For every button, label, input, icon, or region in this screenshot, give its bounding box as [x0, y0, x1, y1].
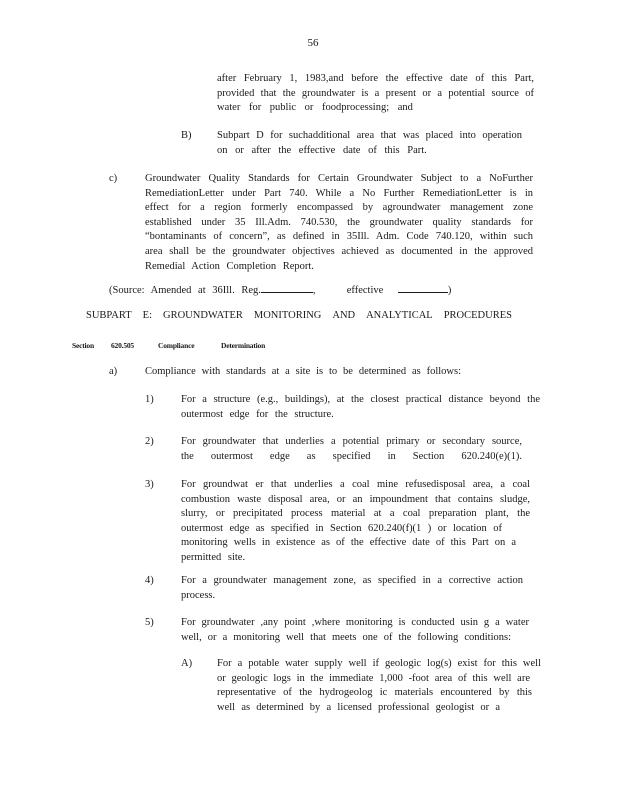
subpart-heading: [86, 309, 512, 324]
text-line: effect for a region formerly encompassed by agroundwater management zone: [145, 202, 533, 214]
section-title-word: Compliance: [158, 341, 195, 350]
text-line: slurry, or precipitated process material at a coal preparation plant, the: [181, 508, 530, 520]
item-4-label: 4): [145, 575, 154, 586]
text-line: For groundwat er that underlies a coal mine refusedisposal area, a coal: [181, 479, 530, 490]
item-5-text: [181, 616, 529, 645]
section-number: 620.505: [111, 341, 134, 350]
text-line: water for public or foodprocessing; and: [217, 102, 413, 114]
text-line: Subpart D for suchadditional area that was placed into operation: [217, 130, 522, 141]
item-1-label: 1): [145, 394, 154, 405]
heading-word: PROCEDURES: [443, 310, 512, 321]
item-b-text: [217, 129, 522, 158]
item-3-label: 3): [145, 479, 154, 490]
item-3-text: [181, 478, 530, 566]
source-open: (Source: Amended at 36Ill. Reg.: [109, 285, 261, 296]
text-line: the outermost edge as specified in Section 620.240(e)(1).: [181, 450, 522, 462]
text-line: well, or a monitoring well that meets one of the following conditions:: [181, 631, 511, 643]
text-line: provided that the groundwater is a present or a potential source of: [217, 87, 534, 99]
text-line: For a structure (e.g., buildings), at the closest practical distance beyond the: [181, 394, 540, 405]
text-line: monitoring wells in existence as of the effective date of this Part on a: [181, 537, 516, 549]
effective-date-blank: [398, 282, 448, 293]
item-a-label: a): [109, 366, 118, 377]
item-c-label: c): [109, 173, 118, 184]
text-line: “bontaminants of concern”, as defined in 35Ill. Adm. Code 740.120, within such: [145, 231, 533, 243]
heading-word: E:: [142, 310, 152, 321]
heading-word: AND: [332, 310, 356, 321]
heading-word: SUBPART: [86, 310, 132, 321]
text-line: established under 35 Ill.Adm. 740.530, the groundwater quality standards for: [145, 216, 533, 228]
text-line: outermost edge for the structure.: [181, 408, 334, 420]
item-A-label: A): [181, 658, 193, 669]
item-c-text: [145, 172, 533, 274]
text-line: Groundwater Quality Standards for Certain Groundwater Subject to a NoFurther: [145, 173, 533, 184]
source-close: ): [447, 285, 452, 296]
text-line: process.: [181, 589, 216, 601]
item-4-text: [181, 574, 523, 603]
text-line: or geologic logs in the immediate 1,000 -foot area of this well are: [217, 672, 530, 684]
text-line: on or after the effective date of this Part.: [217, 144, 427, 156]
source-comma: ,: [312, 285, 316, 296]
item-2-text: [181, 435, 522, 464]
heading-word: MONITORING: [253, 310, 322, 321]
item-A-text: [217, 657, 541, 715]
item-1-text: [181, 393, 540, 422]
section-title-word: Determination: [221, 341, 266, 350]
text-line: RemediationLetter under Part 740. While a No Further RemediationLetter is in: [145, 187, 533, 199]
text-line: after February 1, 1983,and before the effective date of this Part,: [217, 73, 534, 84]
text-line: outermost edge as specified in Section 620.240(f)(1 ) or location of: [181, 522, 502, 534]
heading-word: ANALYTICAL: [366, 310, 433, 321]
text-line: For a potable water supply well if geologic log(s) exist for this well: [217, 658, 541, 669]
text-line: Compliance with standards at a site is to be determined as follows:: [145, 366, 461, 377]
text-line: For groundwater ,any point ,where monitoring is conducted usin g a water: [181, 617, 529, 628]
text-line: representative of the hydrogeolog ic materials encountered by this: [217, 687, 532, 699]
register-blank: [261, 282, 313, 293]
text-line: combustion waste disposal area, or an impoundment that contains sludge,: [181, 493, 530, 505]
item-2-label: 2): [145, 436, 154, 447]
item-b-label: B): [181, 130, 192, 141]
text-line: area shall be the groundwater objectives achieved as documented in the approved: [145, 245, 533, 257]
item-a-text: [145, 365, 461, 380]
text-line: well as determined by a licensed professional geologist or a: [217, 701, 500, 713]
text-line: Remedial Action Completion Report.: [145, 260, 314, 272]
source-note: [109, 282, 451, 299]
page-number: 56: [307, 37, 319, 49]
heading-word: GROUNDWATER: [162, 310, 243, 321]
text-line: permitted site.: [181, 551, 246, 563]
source-effective: effective: [346, 285, 384, 296]
section-label: Section: [72, 341, 94, 350]
text-line: For groundwater that underlies a potential primary or secondary source,: [181, 436, 522, 447]
text-line: For a groundwater management zone, as specified in a corrective action: [181, 575, 523, 586]
item-5-label: 5): [145, 617, 154, 628]
paragraph-continuation: [217, 72, 534, 116]
